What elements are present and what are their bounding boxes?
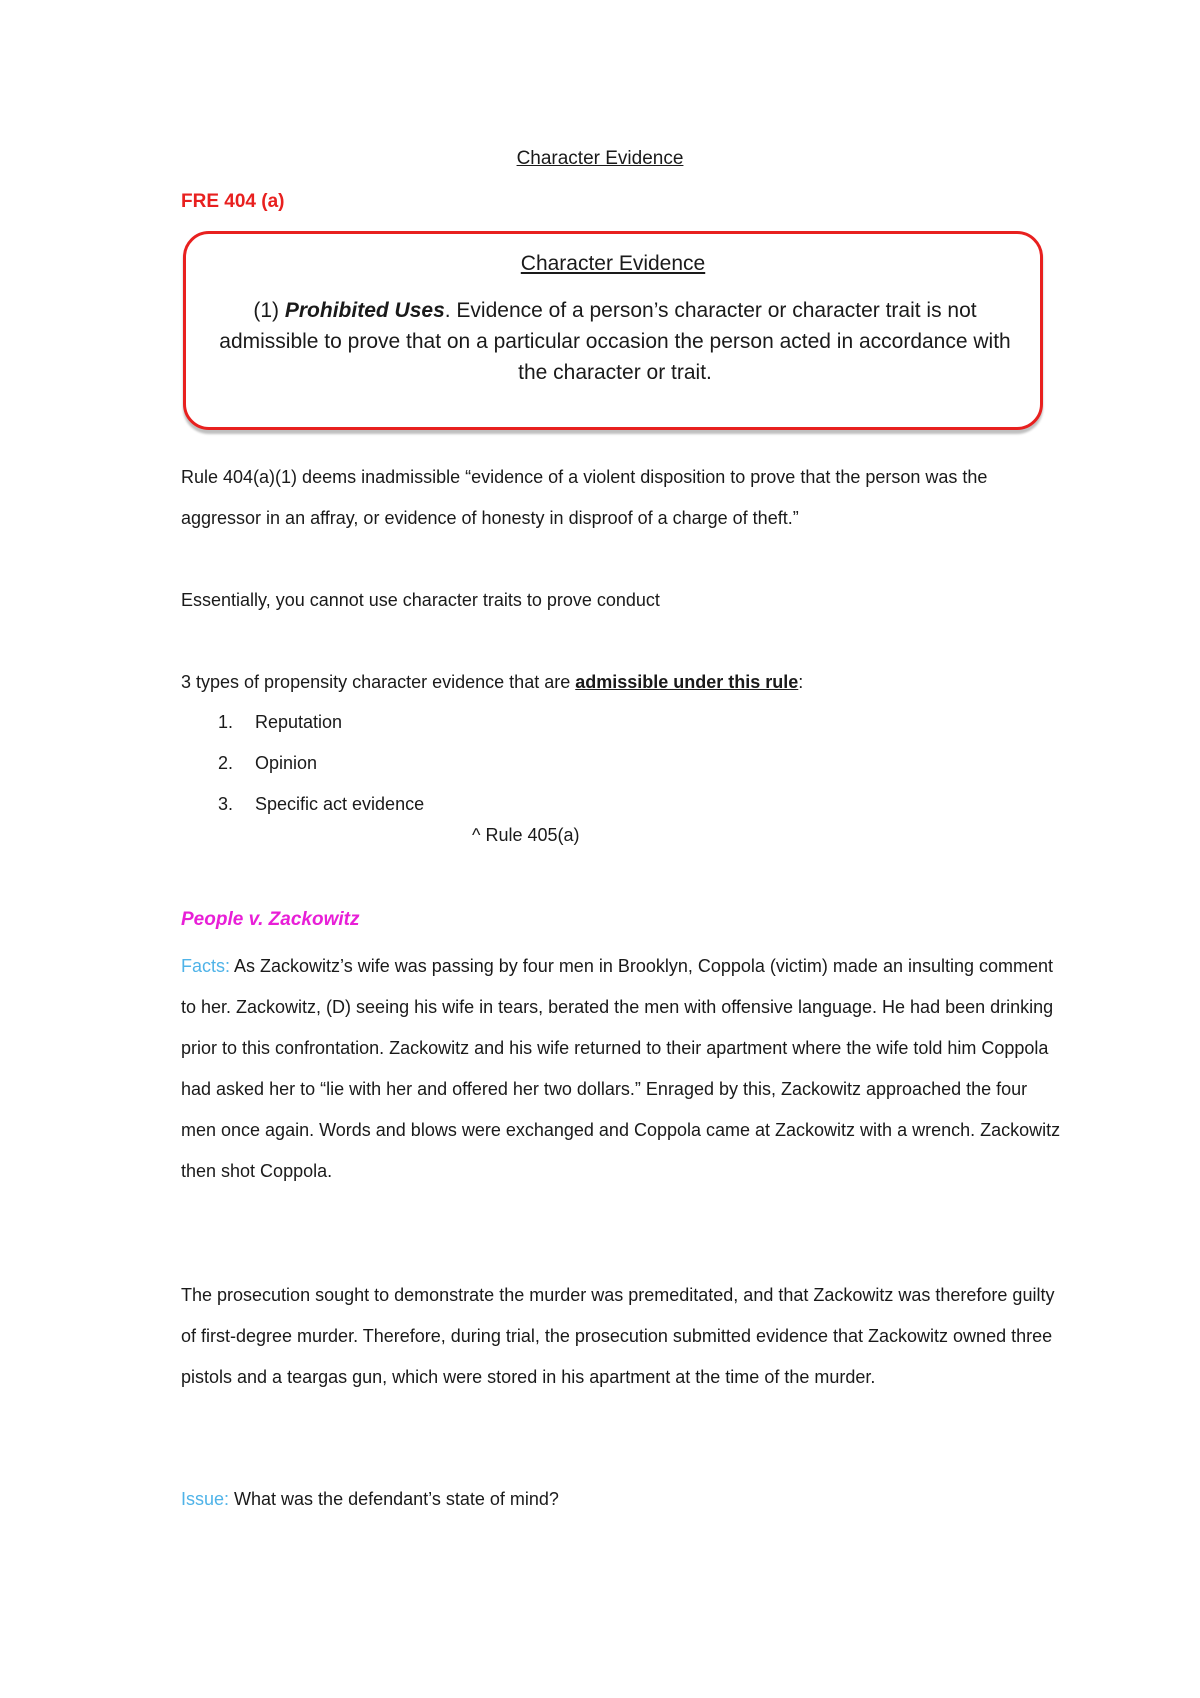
- prosecution-paragraph: The prosecution sought to demonstrate the murder was premeditated, and that Zackowitz was therefore guilty of first-degree murder. Therefore, during trial, the prosecution submitted evidence that Zackowitz owned three pistols and a teargas gun, which were stored in his apartment at the time of the murder.: [181, 1285, 1055, 1387]
- issue-text: What was the defendant’s state of mind?: [229, 1489, 559, 1509]
- callout-term: Prohibited Uses: [284, 299, 445, 322]
- types-intro-before: 3 types of propensity character evidence that are: [181, 672, 576, 692]
- callout-body: [215, 295, 1015, 388]
- rule-heading: FRE 404 (a): [181, 191, 285, 212]
- types-intro-after: :: [798, 672, 804, 692]
- list-item-number: 2.: [218, 753, 234, 773]
- types-intro: [181, 662, 1061, 703]
- facts-text: As Zackowitz’s wife was passing by four men in Brooklyn, Coppola (victim) made an insulting comment to her. Zackowitz, (D) seeing his wife in tears, berated the men with offensive language. He had been drinking prior to this confrontation. Zackowitz and his wife returned to their apartment where the wife told him Coppola had asked her to “lie with her and offered her two dollars.” Enraged by this, Zackowitz approached the four men once again. Words and blows were exchanged and Coppola came at Zackowitz with a wrench. Zackowitz then shot Coppola.: [181, 956, 1061, 1181]
- list-item-label: Reputation: [255, 712, 343, 732]
- issue-label: Issue:: [181, 1489, 230, 1509]
- case-issue: [181, 1479, 1061, 1520]
- list-item: [218, 702, 424, 743]
- document-title: Character Evidence: [516, 148, 684, 169]
- rule-paragraph: Rule 404(a)(1) deems inadmissible “evidence of a violent disposition to prove that the person was the aggressor in an affray, or evidence of honesty in disproof of a charge of theft.”: [181, 467, 988, 528]
- types-list: [218, 702, 424, 825]
- essentially-paragraph: Essentially, you cannot use character traits to prove conduct: [181, 590, 660, 610]
- callout-text: . Evidence of a person’s character or character trait is not admissible to prove that on a particular occasion the person acted in accordance with the character or trait.: [219, 299, 1011, 384]
- types-intro-emphasis: admissible under this rule: [575, 672, 799, 692]
- list-item: [218, 743, 424, 784]
- callout-title: Character Evidence: [520, 252, 706, 275]
- list-item-label: Opinion: [255, 753, 318, 773]
- list-item-number: 3.: [218, 794, 234, 814]
- case-facts: [181, 946, 1061, 1192]
- list-item-number: 1.: [218, 712, 234, 732]
- list-item-label: Specific act evidence: [255, 794, 425, 814]
- callout-number: (1): [253, 299, 285, 322]
- list-item: [218, 784, 424, 825]
- facts-label: Facts:: [181, 956, 231, 976]
- case-title: People v. Zackowitz: [181, 909, 360, 930]
- rule-reference-note: ^ Rule 405(a): [472, 825, 580, 845]
